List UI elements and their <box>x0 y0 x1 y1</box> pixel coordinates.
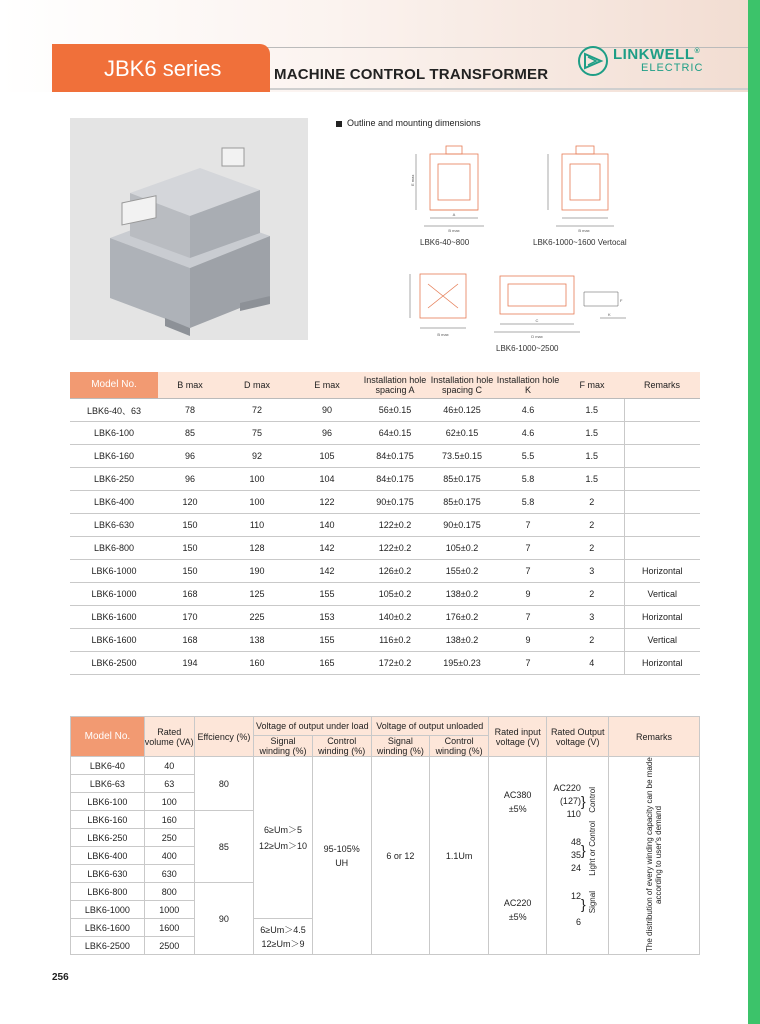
caption-lbk6-1000-2500: LBK6-1000~2500 <box>496 344 559 353</box>
col-d-max: D max <box>222 372 292 399</box>
col-unload-signal: Signal winding (%) <box>371 736 430 757</box>
table-row: LBK6-800 800 90 <box>71 883 700 901</box>
dim-b-label: B max <box>448 228 460 233</box>
dimensions-table <box>70 372 700 675</box>
table-row: LBK6-630 630 <box>71 865 700 883</box>
col-hole-k: Installation hole K <box>496 372 560 399</box>
table-row: LBK6-1600 170 225 153 140±0.2 176±0.2 7 3 Horizontal <box>70 606 700 629</box>
col-under-load: Voltage of output under load <box>254 717 371 736</box>
dimensions-header-row <box>70 372 700 399</box>
dim-c-label: C <box>535 318 539 323</box>
transformer-photo <box>70 118 308 340</box>
col-load-control: Control winding (%) <box>312 736 371 757</box>
table-row: LBK6-1000 150 190 142 126±0.2 155±0.2 7 3 Horizontal <box>70 560 700 583</box>
side-color-strip <box>748 0 760 1024</box>
table-row: LBK6-100 100 <box>71 793 700 811</box>
table-row: LBK6-2500 2500 <box>71 937 700 955</box>
col-spacing-a: Installation hole spacing A <box>362 372 428 399</box>
table-row: LBK6-40 40 80 6≥Um＞5 12≥Um＞10 95-105% UH 6 or 12 1.1Um AC380 ±5% AC220 ±5% AC220 (127) 110 } Control 48 35 24 } Light or Control 12 6 } Signal The distribution of every winding capacity can be made according to user's demand <box>71 757 700 775</box>
col-rated-volume: Rated volume (VA) <box>144 717 194 757</box>
col-spacing-c: Installation hole spacing C <box>428 372 496 399</box>
col-remarks-2: Remarks <box>609 717 700 757</box>
col-rated-output: Rated Output voltage (V) <box>547 717 609 757</box>
dim-a-label: A <box>452 212 456 217</box>
linkwell-logo-icon <box>576 44 610 78</box>
dim-f-label: F <box>620 298 623 303</box>
outline-drawing-vertical <box>540 142 630 234</box>
table-row: LBK6-1600 1600 6≥Um＞4.5 12≥Um＞9 <box>71 919 700 937</box>
brand-name: LINKWELL® <box>613 46 701 63</box>
table-row: LBK6-1000 168 125 155 105±0.2 138±0.2 9 2 Vertical <box>70 583 700 606</box>
col-efficiency: Effciency (%) <box>194 717 254 757</box>
table-row: LBK6-160 160 85 <box>71 811 700 829</box>
header-divider <box>270 88 748 90</box>
col-unload-control: Control winding (%) <box>430 736 489 757</box>
dim-k-label: K <box>608 312 611 317</box>
col-b-max: B max <box>158 372 222 399</box>
series-label: JBK6 series <box>104 56 222 81</box>
series-tab <box>52 44 270 92</box>
table-row: LBK6-63 63 <box>71 775 700 793</box>
col-rated-input: Rated input voltage (V) <box>488 717 546 757</box>
table-row: LBK6-630 150 110 140 122±0.2 90±0.175 7 2 <box>70 514 700 537</box>
remark-text: The distribution of every winding capacity can be made according to user's demand <box>645 757 663 952</box>
table-row: LBK6-400 120 100 122 90±0.175 85±0.175 5.8 2 <box>70 491 700 514</box>
table-row: LBK6-2500 194 160 165 172±0.2 195±0.23 7 4 Horizontal <box>70 652 700 675</box>
page-title: MACHINE CONTROL TRANSFORMER <box>274 66 549 83</box>
table-row: LBK6-250 96 100 104 84±0.175 85±0.175 5.8 1.5 <box>70 468 700 491</box>
caption-lbk6-1000-1600-vertical: LBK6-1000~1600 Vertocal <box>533 238 627 247</box>
page-number: 256 <box>52 972 69 983</box>
table-row: LBK6-250 250 <box>71 829 700 847</box>
dim-d-label: D max <box>531 334 543 339</box>
table-row: LBK6-800 150 128 142 122±0.2 105±0.2 7 2 <box>70 537 700 560</box>
dim-b-label-2: B max <box>578 228 590 233</box>
col-load-signal: Signal winding (%) <box>254 736 313 757</box>
outline-drawing-small <box>410 142 500 234</box>
table-row: LBK6-100 85 75 96 64±0.15 62±0.15 4.6 1.5 <box>70 422 700 445</box>
dim-b-label-3: B max <box>437 332 449 337</box>
col-e-max: E max <box>292 372 362 399</box>
col-model-2: Model No. <box>71 717 145 757</box>
brand-subtitle: ELECTRIC <box>641 62 704 74</box>
caption-lbk6-40-800: LBK6-40~800 <box>420 238 470 247</box>
table-row: LBK6-160 96 92 105 84±0.175 73.5±0.15 5.5 1.5 <box>70 445 700 468</box>
outline-drawing-horizontal <box>404 266 634 340</box>
col-unloaded: Voltage of output unloaded <box>371 717 488 736</box>
col-remarks: Remarks <box>624 372 700 399</box>
col-model: Model No. <box>70 372 158 399</box>
table-row: LBK6-1000 1000 <box>71 901 700 919</box>
dim-e-label: E max <box>410 174 415 186</box>
outline-heading: Outline and mounting dimensions <box>336 118 481 128</box>
output-voltage-group: AC220 (127) 110 } Control 48 35 24 } Light or Control 12 6 } Signal <box>553 783 597 927</box>
electrical-table <box>70 716 700 955</box>
table-row: LBK6-40、63 78 72 90 56±0.15 46±0.125 4.6 1.5 <box>70 399 700 422</box>
col-f-max: F max <box>560 372 624 399</box>
table-row: LBK6-400 400 <box>71 847 700 865</box>
table-row: LBK6-1600 168 138 155 116±0.2 138±0.2 9 2 Vertical <box>70 629 700 652</box>
